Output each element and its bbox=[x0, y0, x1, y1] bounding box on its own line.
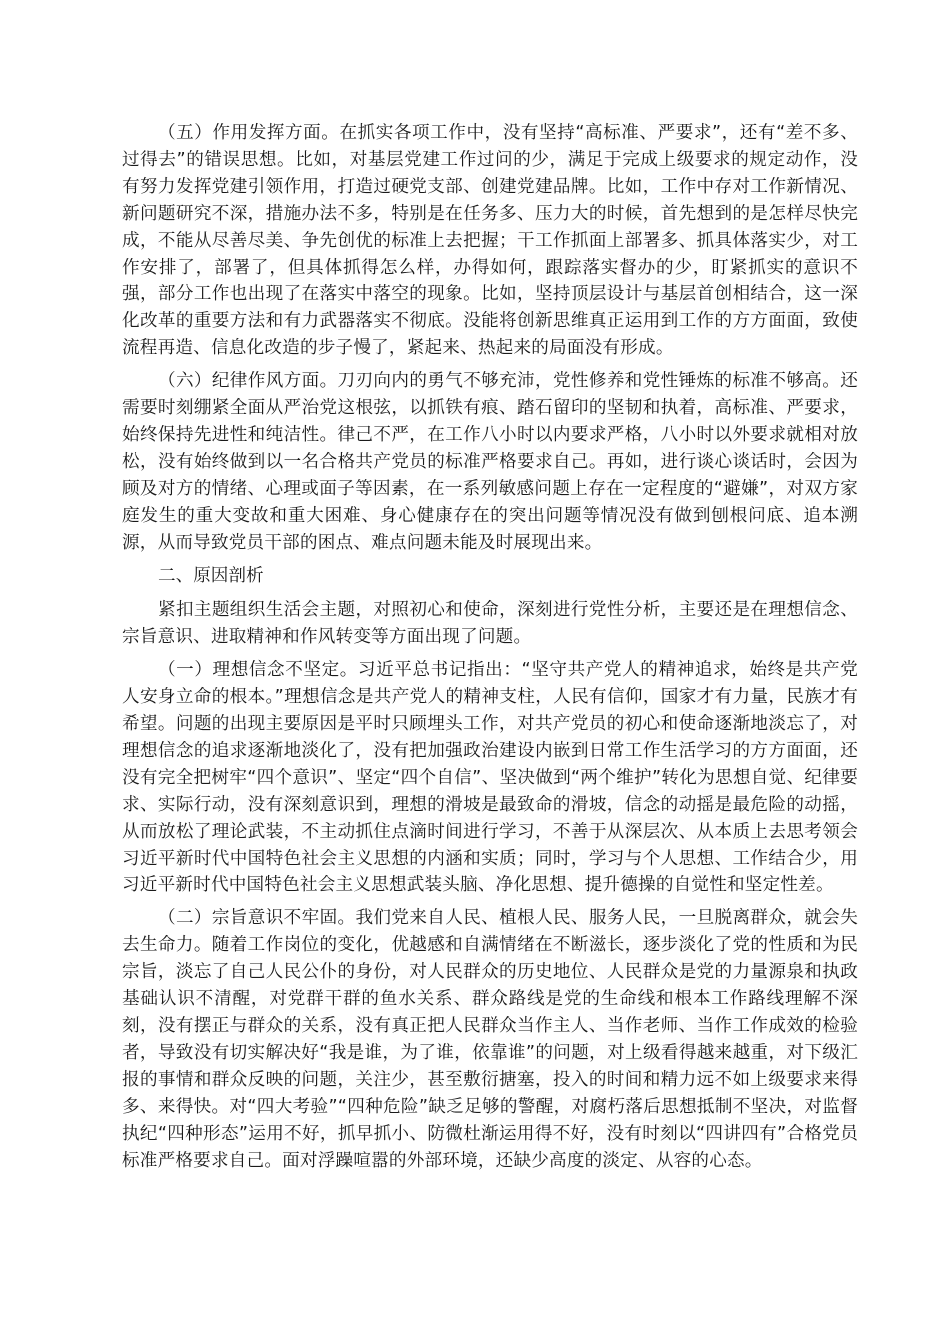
document-page bbox=[122, 120, 858, 1180]
section-heading-cause-analysis: 二、原因剖析 bbox=[158, 565, 264, 586]
paragraph-role-performance: （五）作用发挥方面。在抓实各项工作中，没有坚持“高标准、严要求”，还有“差不多、过得去”的错误思想。比如，对基层党建工作过问的少，满足于完成上级要求的规定动作，没有努力发挥党建引领作用，打造过硬党支部、创建党建品牌。比如，工作中存对工作新情况、新问题研究不深，措施办法不多，特别是在任务多、压力大的时候，首先想到的是怎样尽快完成，不能从尽善尽美、争先创优的标准上去把握；干工作抓面上部署多、抓具体落实少，对工作安排了，部署了，但具体抓得怎么样，办得如何，跟踪落实督办的少，盯紧抓实的意识不强，部分工作也出现了在落实中落空的现象。比如，坚持顶层设计与基层首创相结合，这一深化改革的重要方法和有力武器落实不彻底。没能将创新思维真正运用到工作的方方面面，致使流程再造、信息化改造的步子慢了，紧起来、热起来的局面没有形成。 bbox=[122, 123, 858, 359]
paragraph-discipline-style: （六）纪律作风方面。刀刃向内的勇气不够充沛，党性修养和党性锤炼的标准不够高。还需要时刻绷紧全面从严治党这根弦，以抓铁有痕、踏石留印的坚韧和执着，高标准、严要求，始终保持先进性和纯洁性。律己不严，在工作八小时以内要求严格，八小时以外要求就相对放松，没有始终做到以一名合格共产党员的标准严格要求自己。再如，进行谈心谈话时，会因为顾及对方的情绪、心理或面子等因素，在一系列敏感问题上存在一定程度的“避嫌”，对双方家庭发生的重大变故和重大困难、身心健康存在的突出问题等情况没有做到刨根问底、追本溯源，从而导致党员干部的困点、难点问题未能及时展现出来。 bbox=[122, 371, 858, 553]
paragraph-ideals-beliefs: （一）理想信念不坚定。习近平总书记指出：“坚守共产党人的精神追求，始终是共产党人安身立命的根本。”理想信念是共产党人的精神支柱，人民有信仰，国家才有力量，民族才有希望。问题的出现主要原因是平时只顾埋头工作，对共产党员的初心和使命逐渐地淡忘了，对理想信念的追求逐渐地淡化了，没有把加强政治建设内嵌到日常工作生活学习的方方面面，还没有完全把树牢“四个意识”、坚定“四个自信”、坚决做到“两个维护”转化为思想自觉、纪律要求、实际行动，没有深刻意识到，理想的滑坡是最致命的滑坡，信念的动摇是最危险的动摇，从而放松了理论武装，不主动抓住点滴时间进行学习，不善于从深层次、从本质上去思考领会习近平新时代中国特色社会主义思想的内涵和实质；同时，学习与个人思想、工作结合少，用习近平新时代中国特色社会主义思想武装头脑、净化思想、提升德操的自觉性和坚定性差。 bbox=[122, 660, 858, 896]
paragraph-purpose-awareness: （二）宗旨意识不牢固。我们党来自人民、植根人民、服务人民，一旦脱离群众，就会失去生命力。随着工作岗位的变化，优越感和自满情绪在不断滋长，逐步淡化了党的性质和为民宗旨，淡忘了自己人民公仆的身份，对人民群众的历史地位、人民群众是党的力量源泉和执政基础认识不清醒，对党群干群的鱼水关系、群众路线是党的生命线和根本工作路线理解不深刻，没有摆正与群众的关系，没有真正把人民群众当作主人、当作老师、当作工作成效的检验者，导致没有切实解决好“我是谁，为了谁，依靠谁”的问题，对上级看得越来越重，对下级汇报的事情和群众反映的问题，关注少，甚至敷衍搪塞，投入的时间和精力远不如上级要求来得多、来得快。对“四大考验”“四种危险”缺乏足够的警醒，对腐朽落后思想抵制不坚决，对监督执纪“四种形态”运用不好，抓早抓小、防微杜渐运用得不好，没有时刻以“四讲四有”合格党员标准严格要求自己。面对浮躁喧嚣的外部环境，还缺少高度的淡定、从容的心态。 bbox=[122, 908, 858, 1171]
paragraph-cause-intro: 紧扣主题组织生活会主题，对照初心和使命，深刻进行党性分析，主要还是在理想信念、宗旨意识、进取精神和作风转变等方面出现了问题。 bbox=[122, 600, 858, 648]
